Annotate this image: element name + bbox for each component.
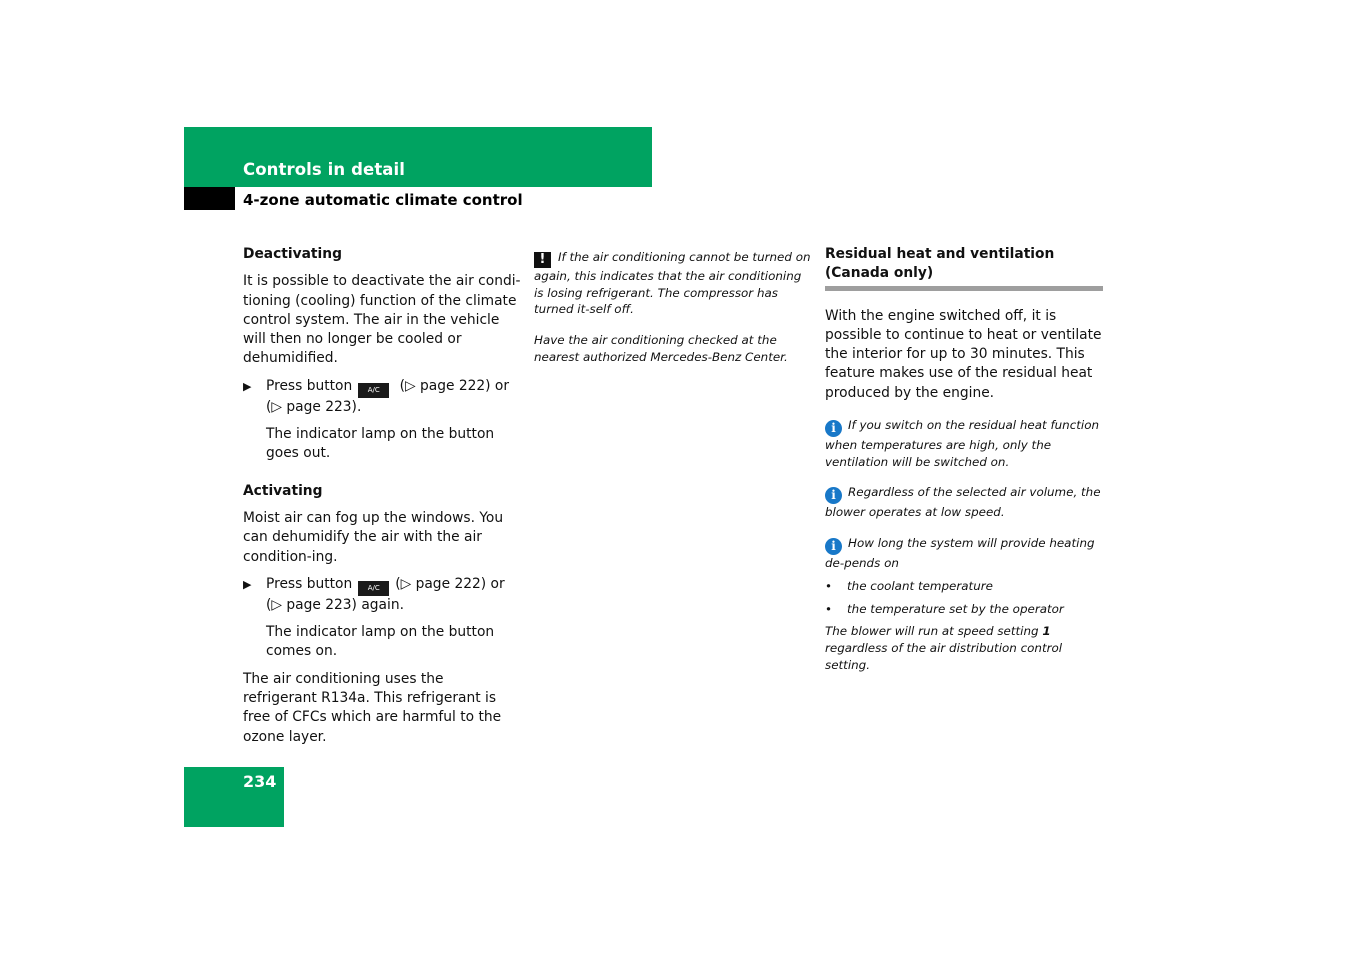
step-arrow-icon: ▶ [243,577,252,591]
info-icon: i [825,487,842,504]
info-text-1: If you switch on the residual heat function when temperatures are high, only the ventilation will be switched on. [825,418,1100,469]
section-title: Controls in detail [243,160,406,179]
list-item [825,601,1103,618]
page-number: 234 [243,772,277,791]
bullet-icon: • [825,601,833,616]
warning-note [534,249,812,318]
list-item [825,578,1103,595]
info-note-3 [825,535,1103,572]
subsection-title: 4-zone automatic climate control [243,191,523,209]
closing-note [825,623,1103,673]
ac-button-icon: A/C [358,581,389,596]
ac-button-icon: A/C [358,383,389,398]
activating-intro: Moist air can fog up the windows. You can dehumidify the air with the air condition-ing. [243,509,504,565]
info-note-2 [825,484,1103,521]
info-text-2: Regardless of the selected air volume, the blower operates at low speed. [825,485,1101,520]
warning-text: If the air conditioning cannot be turned on again, this indicates that the air conditioning is losing refrigerant. The compressor has turned it-self off. [534,250,811,317]
step-prefix: Press button [266,575,353,592]
step-prefix: Press button [266,377,353,394]
closing-prefix: The blower will run at speed setting [825,624,1039,639]
warning-icon: ! [534,252,551,268]
deactivating-step [243,377,521,417]
step-arrow-icon: ▶ [243,379,252,393]
activating-heading: Activating [243,482,323,499]
bullet-text: the temperature set by the operator [847,601,1064,616]
step-suffix: (▷ page 222) or (▷ page 223). [266,377,510,415]
residual-heat-intro: With the engine switched off, it is possible to continue to heat or ventilate the interior for up to 30 minutes. This feature makes use of the residual heat produced by the engine. [825,307,1102,401]
info-icon: i [825,538,842,555]
section-marker [184,187,235,210]
activating-step [243,575,521,615]
deactivating-result: The indicator lamp on the button goes out. [266,426,495,462]
info-text-3: How long the system will provide heating de-pends on [825,536,1095,571]
refrigerant-note: The air conditioning uses the refrigerant R134a. This refrigerant is free of CFCs which are harmful to the ozone layer. [243,670,502,745]
info-icon: i [825,420,842,437]
bullet-icon: • [825,578,833,593]
bullet-text: the coolant temperature [847,578,993,593]
left-column [243,245,521,755]
closing-suffix: regardless of the air distribution control setting. [825,641,1063,672]
info-note-1 [825,417,1103,470]
deactivating-heading: Deactivating [243,246,342,262]
residual-heat-heading-line1: Residual heat and ventilation [825,246,1055,262]
activating-result: The indicator lamp on the button comes on. [266,624,495,660]
warning-followup: Have the air conditioning checked at the nearest authorized Mercedes-Benz Center. [534,333,788,364]
residual-heat-heading [825,245,1103,291]
deactivating-intro: It is possible to deactivate the air condi-tioning (cooling) function of the climate control system. The air in the vehicle will then no longer be cooled or dehumidified. [243,273,521,367]
step-suffix: (▷ page 222) or (▷ page 223) again. [266,575,505,613]
middle-column [534,249,812,372]
residual-heat-heading-line2: (Canada only) [825,265,934,282]
right-column [825,245,1103,679]
speed-setting: 1 [1042,624,1051,639]
